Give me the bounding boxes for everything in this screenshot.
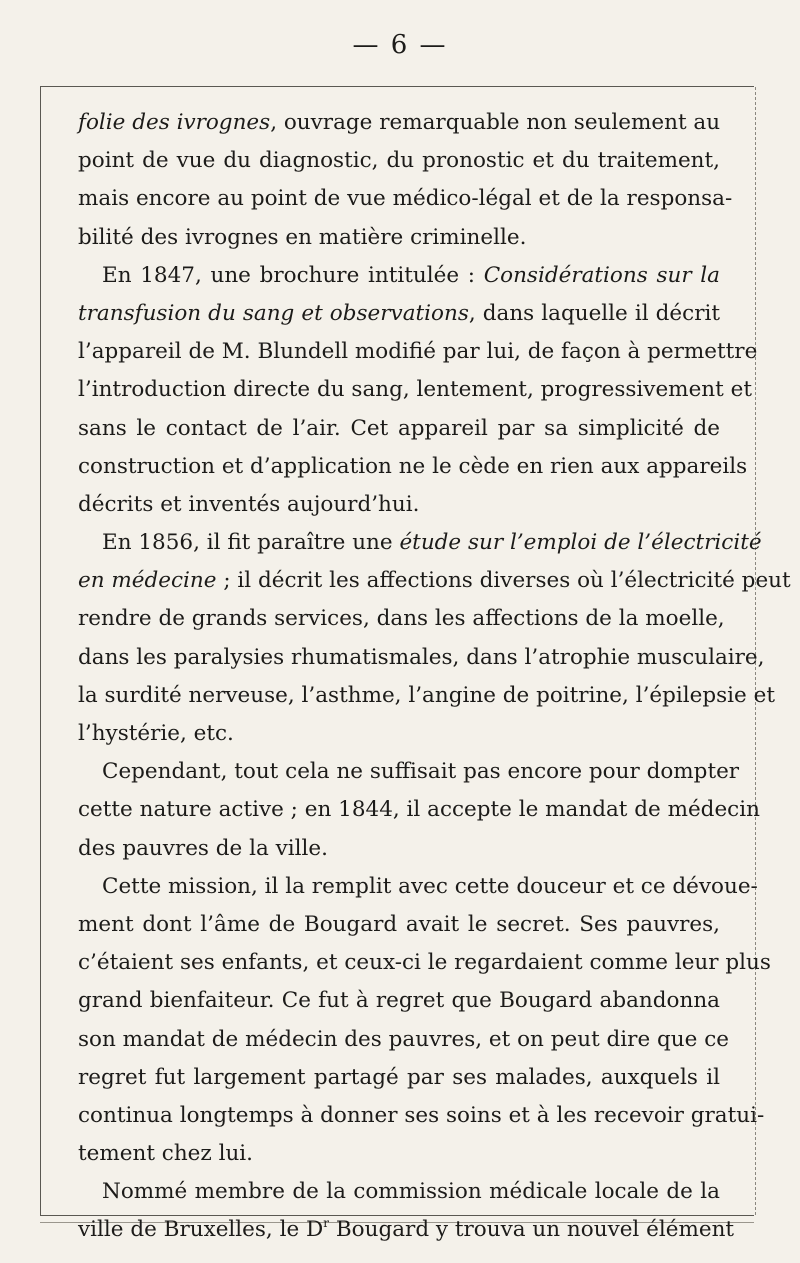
text-line: l’hystérie, etc. — [78, 721, 234, 746]
text-line: des pauvres de la ville. — [78, 835, 328, 861]
text-line: en médecine ; il décrit les affections diverses où l’électricité peut — [78, 568, 791, 594]
text-line: bilité des ivrognes en matière criminelle. — [78, 224, 527, 250]
text-line: continua longtemps à donner ses soins et à les recevoir gratui- — [78, 1102, 765, 1128]
text-line: cette nature active ; en 1844, il accepte le mandat de médecin — [78, 797, 760, 823]
paragraph — [78, 257, 758, 524]
paragraph — [78, 104, 733, 257]
paragraph — [78, 868, 771, 1174]
text-line: grand bienfaiteur. Ce fut à regret que Bougard abandonna — [78, 988, 720, 1014]
text-line: tement chez lui. — [78, 1141, 254, 1167]
text-line: Cette mission, il la remplit avec cette douceur et ce dévoue- — [102, 873, 758, 899]
text-line: Nommé membre de la commission médicale locale de la — [102, 1179, 720, 1205]
paragraph — [78, 753, 760, 868]
body-text — [78, 104, 791, 1250]
text-line: Cependant, tout cela ne suffisait pas encore pour dompter — [102, 759, 740, 785]
text-line: ville de Bruxelles, le $D^r$ Bougard y trouva un nouvel élément — [78, 1216, 735, 1243]
text-line: c’étaient ses enfants, et ceux-ci le regardaient comme leur plus — [78, 950, 771, 976]
page-number: — 6 — — [352, 30, 448, 60]
text-line: dans les paralysies rhumatismales, dans l’atrophie musculaire, — [78, 644, 765, 670]
text-line: folie des ivrognes, ouvrage remarquable non seulement au — [78, 110, 721, 135]
text-line: l’introduction directe du sang, lentement, progressivement et — [78, 377, 752, 403]
text-line: point de vue du diagnostic, du pronostic et du traitement, — [78, 148, 720, 174]
text-line: sans le contact de l’air. Cet appareil par sa simplicité de — [78, 415, 720, 441]
text-line: son mandat de médecin des pauvres, et on peut dire que ce — [78, 1026, 729, 1052]
paragraph — [78, 1173, 735, 1249]
text-line: la surdité nerveuse, l’asthme, l’angine de poitrine, l’épilepsie et — [78, 682, 775, 708]
text-line: regret fut largement partagé par ses malades, auxquels il — [78, 1064, 720, 1090]
text-line: mais encore au point de vue médico-légal et de la responsa- — [78, 186, 733, 212]
text-line: En 1856, il fit paraître une étude sur l’emploi de l’électricité — [102, 530, 762, 556]
text-line: construction et d’application ne le cède en rien aux appareils — [78, 453, 748, 479]
text-line: l’appareil de M. Blundell modifié par lui, de façon à permettre — [78, 339, 758, 365]
paragraph — [78, 524, 791, 753]
text-line: En 1847, une brochure intitulée : Considérations sur la — [102, 262, 720, 288]
text-line: ment dont l’âme de Bougard avait le secret. Ses pauvres, — [78, 911, 720, 937]
text-line: transfusion du sang et observations, dans laquelle il décrit — [78, 300, 720, 326]
text-line: décrits et inventés aujourd’hui. — [78, 491, 420, 517]
text-line: rendre de grands services, dans les affections de la moelle, — [78, 606, 725, 632]
